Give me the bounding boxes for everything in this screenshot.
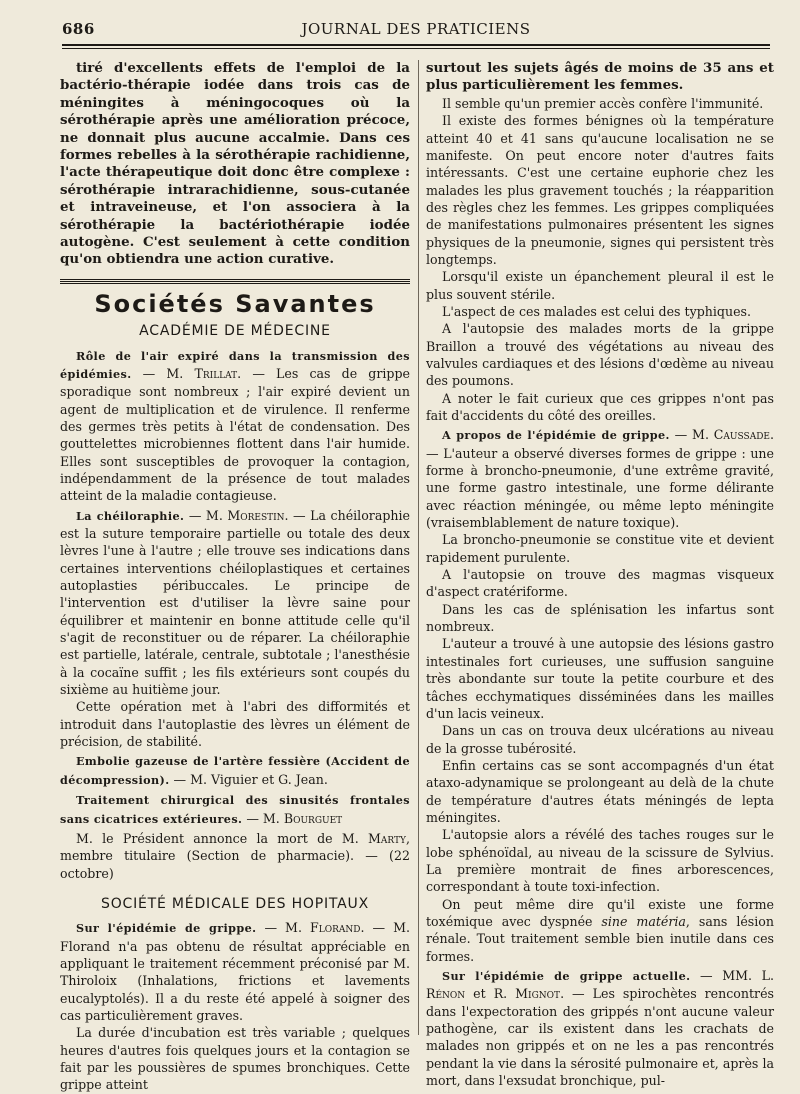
cheilo-dash: — M. <box>184 507 228 523</box>
cheilo-conclusion: Cette opération met à l'abri des difformités et introduit dans l'autoplastie des lèvres un élément de précision, de stabilité. <box>60 699 410 750</box>
journal-title: JOURNAL DES PRATICIENS <box>301 20 531 38</box>
header-rule <box>62 44 770 49</box>
actuelle-and: et <box>465 986 494 1002</box>
apropos-body: . — L'auteur a observé diverses formes de grippe : une forme à broncho-pneumonie, d'une extrême gravité, une forme gastro intestinale, une forme délirante avec réaction méningée, ou même lepto méningite (vraisemblablement de nature toxique). <box>426 427 774 531</box>
continuation-paragraph: surtout les sujets âgés de moins de 35 ans et plus particulièrement les femmes. <box>426 60 774 94</box>
death-text-before: M. le Président annonce la mort de M. <box>76 830 369 846</box>
cheilo-entry <box>60 507 410 699</box>
society-heading: SOCIÉTÉ MÉDICALE DES HOPITAUX <box>101 895 369 912</box>
actuelle-author-2: R. Mignot <box>493 986 561 1002</box>
paragraph-pleural: Lorsqu'il existe un épanchement pleural il est le plus souvent stérile. <box>426 269 774 302</box>
paragraph-benign-forms: Il existe des formes bénignes où la température atteint 40 et 41 sans qu'aucune localisation ne se manifeste. On peut encore noter d'autres faits intéressants. C'est une certaine euphorie chez les malades les plus gravement touchés ; la réapparition des règles chez les femmes. Les grippes compliquées de manifestations pulmonaires présentent les signes physiques de la pneumonie, signes qui persistent très longtemps. <box>426 113 774 267</box>
cheilo-body: . — La chéiloraphie est la suture temporaire partielle ou totale des deux lèvres l'une à l'autre ; elle trouve ses indications dans certaines interventions chéiloplastiques et certaines autoplasties péribuccales. Le principe de l'intervention est d'utiliser la lèvre saine pour équilibrer et maintenir en bonne attitude celle qu'il s'agit de reconstituer ou de réparer. La chéiloraphie est partielle, latérale, centrale, subtotale ; l'anesthésie à la cocaïne suffit ; les fils extérieurs sont coupés du sixième au huitième jour. <box>60 507 410 698</box>
embolie-topic: Embolie gazeuse de l'artère fessière (Accident de décompression). <box>60 754 410 787</box>
paragraph-ulcerations: Dans un cas on trouva deux ulcérations au niveau de la grosse tubérosité. <box>426 723 774 756</box>
grippe-dash: — M. <box>256 920 310 936</box>
left-column <box>60 60 410 1093</box>
apropos-entry <box>426 426 774 531</box>
air-topic: Rôle de l'air expiré dans la transmission des épidémies. <box>60 348 410 381</box>
cheilo-author: Morestin <box>227 507 285 523</box>
toxemic-before: On peut même dire qu'il existe une forme toxémique avec dyspnée <box>426 896 774 929</box>
sinus-topic: Traitement chirurgical des sinusités frontales sans cicatrices extérieures. <box>60 793 410 826</box>
embolie-entry <box>60 752 410 789</box>
section-title: Sociétés Savantes <box>94 289 376 318</box>
paragraph-toxemic <box>426 896 774 965</box>
air-author: Trillat <box>194 365 238 381</box>
grippe-body: . — M. Florand n'a pas obtenu de résultat appréciable en appliquant le traitement récemment préconisé par M. Thiroloix (Inhalations, frictions et lavements eucalyptolés). Il a du reste été appelé à soigner des cas particulièrement graves. <box>60 920 410 1023</box>
sinus-entry <box>60 791 410 828</box>
air-entry <box>60 347 410 505</box>
actuelle-entry <box>426 967 774 1089</box>
actuelle-dash: — MM. <box>690 968 762 983</box>
paragraph-autopsy-braillon: A l'autopsie des malades morts de la grippe Braillon a trouvé des végétations au niveau des valvules cardiaques et des lésions d'œdème au niveau des poumons. <box>426 321 774 389</box>
column-divider <box>418 60 419 1035</box>
paragraph-bronchopneumonia: La broncho-pneumonie se constitue vite et devient rapidement purulente. <box>426 532 774 565</box>
sinus-dash: — M. <box>242 810 284 826</box>
sinus-author: Bourguet <box>283 810 343 826</box>
section-rule <box>60 279 410 284</box>
air-dash: — M. <box>131 365 195 381</box>
actuelle-author-1: L. Rénon <box>426 968 774 1002</box>
apropos-author: Caussade <box>713 427 770 443</box>
death-name: Marty <box>368 830 406 846</box>
paragraph-gastro-lesions: L'auteur a trouvé à une autopsie des lésions gastro intestinales fort curieuses, une suffusion sanguine très abondante sur toute la petite courbure et des tâches ecchymatiques disséminées dans les mailles d'un lacis veineux. <box>426 636 774 721</box>
paragraph-splenisation: Dans les cas de splénisation les infartus sont nombreux. <box>426 601 774 635</box>
lead-paragraph: tiré d'excellents effets de l'emploi de la bactério-thérapie iodée dans trois cas de méningites à méningocoques où la sérothérapie après une amélioration précoce, ne donnait plus aucune accalmie. Dans ces formes rebelles à la sérothérapie rachidienne, l'acte thérapeutique doit donc être complexe : sérothérapie intrarachidienne, sous-cutanée et intraveineuse, et l'on associera à la sérothérapie la bactériothérapie iodée autogène. C'est seulement à cette condition qu'on obtiendra une action curative. <box>60 60 410 268</box>
air-body: . — Les cas de grippe sporadique sont nombreux ; l'air expiré devient un agent de multiplication et de virulence. Il renferme des germes très petits à l'état de condensation. Des gouttelettes microbiennes flottent dans l'air humide. Elles sont susceptibles de provoquer la contagion, indépendamment de la présence de tout malades atteint de la maladie contagieuse. <box>60 365 410 504</box>
grippe-author: Florand <box>309 920 361 936</box>
paragraph-ataxo: Enfin certains cas se sont accompagnés d'un état ataxo-adynamique se prolongeant au delà de la chute de température d'autres états méningés de lepta méningites. <box>426 757 774 825</box>
embolie-authors: — M. Viguier et G. Jean. <box>169 771 328 787</box>
grippe-topic: Sur l'épidémie de grippe. <box>76 921 257 936</box>
toxemic-after: , sans lésion rénale. Tout traitement semble bien inutile dans ces formes. <box>426 913 774 964</box>
death-notice <box>60 830 410 882</box>
paragraph-typhoid-aspect: L'aspect de ces malades est celui des typhiques. <box>442 303 751 319</box>
toxemic-italic: sine matéria <box>601 913 686 929</box>
actuelle-topic: Sur l'épidémie de grippe actuelle. <box>442 969 691 983</box>
running-head <box>62 20 770 40</box>
paragraph-immunity: Il semble qu'un premier accès confère l'immunité. <box>442 95 764 111</box>
paragraph-ears: A noter le fait curieux que ces grippes n'ont pas fait d'accidents du côté des oreilles. <box>426 390 774 423</box>
cheilo-topic: La chéiloraphie. <box>76 508 185 523</box>
death-text-after: , membre titulaire (Section de pharmacie). — (22 octobre) <box>60 830 410 881</box>
paragraph-magmas: A l'autopsie on trouve des magmas visqueux d'aspect cratériforme. <box>426 567 774 600</box>
actuelle-body: . — Les spirochètes rencontrés dans l'expectoration des grippés n'ont aucune valeur pathogène, car ils existent dans les crachats de malades non grippés et on ne les a pas rencontrés pendant la vie dans la sérosité pulmonaire et, après la mort, dans l'exsudat bronchique, pul- <box>426 986 774 1089</box>
grippe-entry <box>60 919 410 1024</box>
apropos-dash: — M. <box>669 427 714 443</box>
right-column <box>426 60 774 1089</box>
academy-heading: ACADÉMIE DE MÉDECINE <box>139 323 331 340</box>
page-number: 686 <box>62 20 95 38</box>
grippe-incubation: La durée d'incubation est très variable ; quelques heures d'autres fois quelques jours et la contagion se fait par les poussières de spumes bronchiques. Cette grippe atteint <box>60 1025 410 1093</box>
paragraph-sylvius: L'autopsie alors a révélé des taches rouges sur le lobe sphénoïdal, au niveau de la scissure de Sylvius. La première montrait de fines arborescences, correspondant à toute toxi-infection. <box>426 827 774 895</box>
apropos-topic: A propos de l'épidémie de grippe. <box>442 428 670 443</box>
